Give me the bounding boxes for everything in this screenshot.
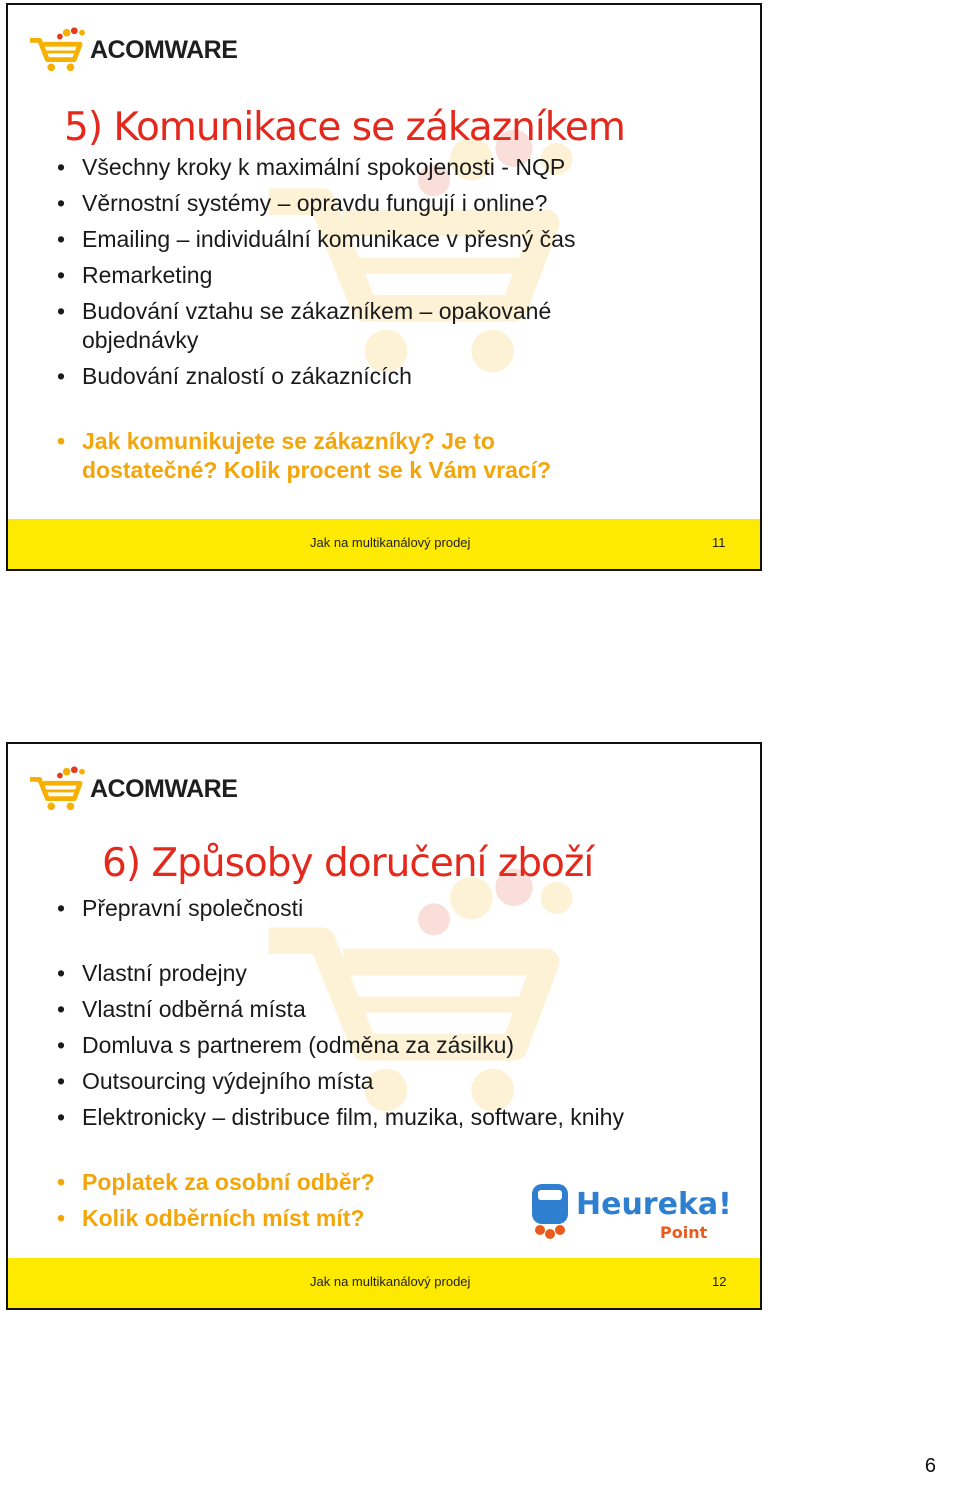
bullet-item: • Outsourcing výdejního místa: [52, 1067, 742, 1096]
bullet-item: • Budování vztahu se zákazníkem – opakované objednávky: [52, 297, 642, 355]
heureka-name: Heureka!: [576, 1187, 732, 1222]
slide-title: 5) Komunikace se zákazníkem: [64, 105, 625, 150]
bullet-item: • Emailing – individuální komunikace v přesný čas: [52, 225, 742, 254]
bullet-item: • Přepravní společnosti: [52, 894, 742, 923]
cart-logo-icon: [24, 25, 90, 75]
bullet-item: • Remarketing: [52, 261, 742, 290]
bullet-item: • Věrnostní systémy – opravdu fungují i online?: [52, 189, 742, 218]
bullet-item-highlight: • Poplatek za osobní odběr?: [52, 1168, 742, 1197]
logo-text: ACOMWARE: [90, 35, 238, 64]
heureka-point-logo: [526, 1178, 732, 1246]
slide-number: 11: [712, 535, 726, 550]
bullet-item: • Domluva s partnerem (odměna za zásilku): [52, 1031, 742, 1060]
bullet-list: [52, 153, 742, 492]
bullet-item: • Budování znalostí o zákaznících: [52, 362, 742, 391]
logo-text: ACOMWARE: [90, 774, 238, 803]
footer-text: Jak na multikanálový prodej: [310, 535, 471, 550]
page-number: 6: [924, 1455, 936, 1477]
slide-11: [6, 3, 762, 571]
slide-footer: [8, 1258, 760, 1308]
bullet-item: • Elektronicky – distribuce film, muzika, software, knihy: [52, 1103, 742, 1132]
acomware-logo: [24, 25, 237, 75]
bullet-item-highlight: • Kolik odběrních míst mít?: [52, 1204, 742, 1233]
slide-title: 6) Způsoby doručení zboží: [102, 841, 594, 886]
cart-logo-icon: [24, 764, 90, 814]
bullet-item: • Vlastní prodejny: [52, 959, 742, 988]
bullet-item: • Všechny kroky k maximální spokojenosti - NQP: [52, 153, 742, 182]
slide-12: [6, 742, 762, 1310]
bullet-item: • Vlastní odběrná místa: [52, 995, 742, 1024]
footer-text: Jak na multikanálový prodej: [310, 1274, 471, 1289]
slide-footer: [8, 519, 760, 569]
acomware-logo: [24, 764, 237, 814]
heureka-sub: Point: [660, 1223, 708, 1242]
bullet-item-highlight: • Jak komunikujete se zákazníky? Je to dostatečné? Kolik procent se k Vám vrací?: [52, 427, 622, 485]
slide-number: 12: [712, 1274, 727, 1289]
